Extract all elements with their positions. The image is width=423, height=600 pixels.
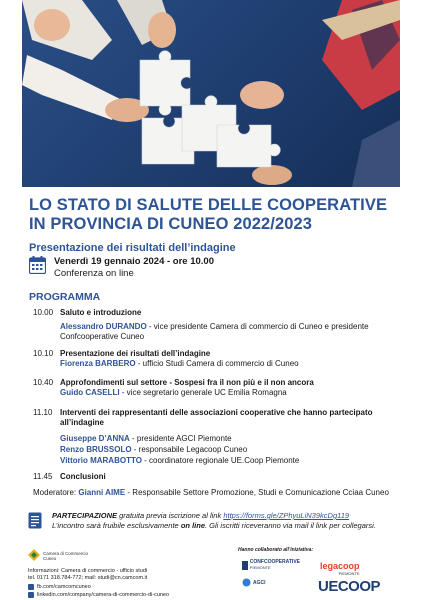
confcooperative-mark-icon bbox=[242, 561, 248, 570]
program-item-title: Conclusioni bbox=[60, 472, 106, 481]
program-time: 10.10 bbox=[33, 349, 54, 358]
program-item-title: Approfondimenti sul settore - Sospesi fra il non più e il non ancora bbox=[60, 378, 314, 387]
participation-text-2: L’incontro sarà fruibile esclusivamente bbox=[52, 521, 181, 530]
program-item-speaker-row bbox=[60, 388, 287, 398]
form-icon bbox=[28, 512, 42, 529]
speaker-role: - vice segretario generale UC Emilia Romagna bbox=[119, 388, 287, 397]
linkedin-link[interactable] bbox=[28, 592, 169, 598]
chamber-logo-icon bbox=[28, 549, 40, 561]
speaker-name: Fiorenza BARBERO bbox=[60, 359, 136, 368]
program-item-title-line-1: Interventi dei rappresentanti delle associazioni cooperative che hanno partecipato bbox=[60, 408, 373, 417]
program-time: 11.45 bbox=[33, 472, 53, 481]
title-line-2: IN PROVINCIA DI CUNEO 2022/2023 bbox=[29, 215, 313, 233]
footer-info-line: Informazioni: Camera di commercio - ufficio studi bbox=[28, 568, 148, 574]
program-time: 10.40 bbox=[33, 378, 54, 387]
linkedin-icon bbox=[28, 592, 34, 598]
legacoop-logo bbox=[320, 561, 360, 576]
moderator-role: - Responsabile Settore Promozione, Studi e Comunicazione Cciaa Cuneo bbox=[125, 488, 389, 497]
event-date: Venerdì 19 gennaio 2024 - ore 10.00 bbox=[54, 256, 214, 267]
hero-image bbox=[22, 0, 400, 187]
program-item-speaker-row bbox=[60, 434, 232, 444]
program-item-speaker-row bbox=[60, 456, 299, 466]
facebook-text: fb.com/camcomcuneo bbox=[37, 584, 91, 590]
program-item-title: Saluto e introduzione bbox=[60, 308, 142, 317]
speaker-name: Renzo BRUSSOLO bbox=[60, 445, 132, 454]
participation-text: gratuita previa iscrizione al link bbox=[117, 511, 224, 520]
speaker-role: - coordinatore regionale UE.Coop Piemonte bbox=[141, 456, 300, 465]
program-item-speaker-row bbox=[60, 359, 299, 369]
speaker-role: - responsabile Legacoop Cuneo bbox=[131, 445, 248, 454]
puzzle-illustration bbox=[22, 0, 400, 187]
chamber-logo-text: Camera di Commercio Cuneo bbox=[43, 551, 89, 561]
speaker-role: - ufficio Studi Camera di commercio di Cuneo bbox=[135, 359, 299, 368]
footer-contacts[interactable]: tel. 0171 318.784-772; mail: studi@cn.camcom.it bbox=[28, 575, 148, 581]
participation-text-3: . Gli iscritti riceveranno via mail il link per collegarsi. bbox=[205, 521, 376, 530]
facebook-icon bbox=[28, 584, 34, 590]
confcooperative-text: CONFCOOPERATIVE bbox=[249, 559, 300, 565]
speaker-role: - vice presidente Camera di commercio di Cuneo e presidente bbox=[146, 322, 369, 331]
agci-mark-icon bbox=[242, 578, 251, 587]
moderator-name: Gianni AIME bbox=[78, 488, 126, 497]
participation-label: PARTECIPAZIONE bbox=[52, 511, 118, 520]
footer-info bbox=[28, 568, 208, 582]
subtitle: Presentazione dei risultati dell’indagine bbox=[29, 242, 236, 254]
collaboration-label: Hanno collaborato all’iniziativa: bbox=[238, 547, 314, 553]
program-heading: PROGRAMMA bbox=[29, 291, 101, 303]
program-time: 11.10 bbox=[33, 408, 53, 417]
program-item-title bbox=[60, 408, 405, 428]
facebook-link[interactable] bbox=[28, 584, 91, 590]
confcooperative-sub: PIEMONTE bbox=[249, 565, 271, 570]
page-title bbox=[29, 196, 399, 234]
title-line-1: LO STATO DI SALUTE DELLE COOPERATIVE bbox=[29, 196, 388, 214]
participation-info bbox=[52, 511, 402, 531]
speaker-name: Guido CASELLI bbox=[60, 388, 120, 397]
participation-online: on line bbox=[180, 521, 205, 530]
program-item-title-line-2: all’indagine bbox=[60, 418, 105, 427]
program-item-speaker-row bbox=[60, 445, 247, 455]
confcooperative-logo bbox=[242, 560, 300, 574]
speaker-role: - presidente AGCI Piemonte bbox=[129, 434, 232, 443]
legacoop-sub: PIEMONTE bbox=[338, 571, 360, 576]
speaker-role-cont: Confcooperative Cuneo bbox=[60, 332, 145, 341]
program-time: 10.00 bbox=[33, 308, 54, 317]
agci-text: AGCI bbox=[253, 579, 266, 586]
moderator-label: Moderatore: bbox=[33, 488, 79, 497]
moderator-row bbox=[33, 488, 389, 497]
program-item-speaker-row bbox=[60, 322, 405, 342]
speaker-name: Vittorio MARABOTTO bbox=[60, 456, 142, 465]
speaker-name: Giuseppe D’ANNA bbox=[60, 434, 130, 443]
uecoop-logo: UECOOP bbox=[318, 578, 381, 595]
linkedin-text: linkedin.com/company/camera-di-commercio-di-cuneo bbox=[37, 592, 170, 598]
calendar-icon bbox=[29, 256, 46, 274]
event-mode: Conferenza on line bbox=[54, 268, 134, 279]
agci-logo bbox=[242, 578, 292, 592]
speaker-name: Alessandro DURANDO bbox=[60, 322, 147, 331]
legacoop-text: legacoop bbox=[320, 561, 360, 571]
registration-link[interactable]: https://forms.gle/ZPhyuLiN39kcDg119 bbox=[223, 511, 350, 520]
program-item-title: Presentazione dei risultati dell’indagine bbox=[60, 349, 211, 358]
